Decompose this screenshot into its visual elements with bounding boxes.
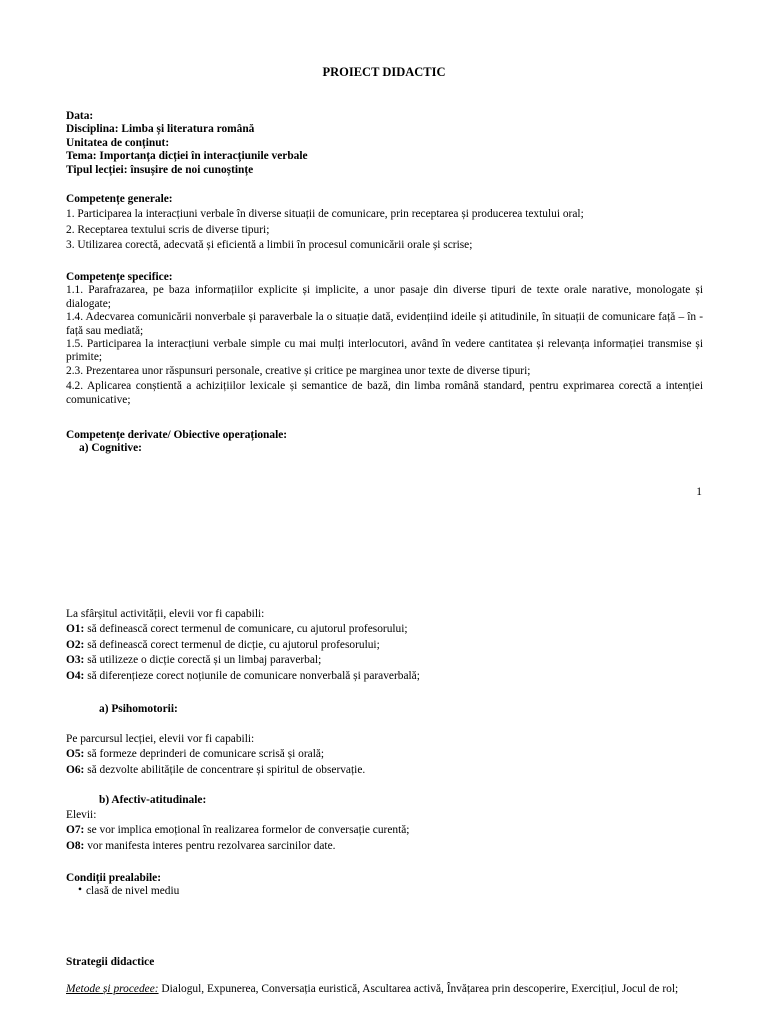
subsection-heading: a) Cognitive: [79,442,142,455]
list-item: 1.1. Parafrazarea, pe baza informațiilor explicite și implicite, a unor pasaje din diverse tipuri de texte orale narative, monologate și dialogate; [66,284,703,310]
intro-text: Elevii: [66,809,97,821]
intro-text: Pe parcursul lecției, elevii vor fi capabili: [66,733,255,745]
objective-item [66,840,703,853]
objective-label: O1: [66,623,85,636]
section-heading: Competențe specifice: [66,271,173,283]
list-item: • clasă de nivel mediu [66,885,703,898]
objective-label: O2: [66,638,85,651]
objective-item [66,824,703,837]
conditii-prealabile [66,872,703,899]
competente-specifice [66,271,703,407]
objective-label: O6: [66,763,85,776]
bullet-list [66,885,703,898]
metode-text: Dialogul, Expunerea, Conversația euristică, Ascultarea activă, Învățarea prin descoperire, Exercițiul, Jocul de rol; [158,983,679,995]
intro-text: La sfârșitul activității, elevii vor fi capabili: [66,608,265,620]
list-item: 3. Utilizarea corectă, adecvată și eficientă a limbii în procesul comunicării orale și scrise; [66,239,473,252]
objective-item [66,764,703,777]
list-item: 1.4. Adecvarea comunicării nonverbale și paraverbale la o situație dată, evidențiind ideile și atitudinile, în situații de comunicare față – în - față sau mediată; [66,311,703,337]
objective-label: O5: [66,748,85,761]
section-heading: Competențe generale: [66,193,173,205]
header-unitatea: Unitatea de conținut: [66,136,170,149]
competente-generale [66,193,703,253]
list-item: 2.3. Prezentarea unor răspunsuri personale, creative și critice pe marginea unor texte de diverse tipuri; [66,364,531,377]
list-item: 4.2. Aplicarea conștientă a achizițiilor lexicale și semantice de bază, din limba română standard, pentru exprimarea corectă a intenției comunicative; [66,380,703,406]
afectiv-objectives [66,809,703,853]
page-number: 1 [696,486,702,498]
objective-label: O8: [66,839,85,852]
objective-label: O3: [66,654,85,667]
metode-label: Metode și procedee: [66,983,159,995]
psihomotorii-heading: a) Psihomotorii: [99,703,178,715]
afectiv-heading: b) Afectiv-atitudinale: [99,794,207,806]
objective-text: se vor implica emoțional în realizarea formelor de conversație curentă; [84,824,410,837]
section-heading: Competențe derivate/ Obiective operaționale: [66,429,288,441]
objective-label: O7: [66,824,85,837]
objective-item [66,670,703,683]
objective-item [66,654,703,667]
list-item: 1. Participarea la interacțiuni verbale în diverse situații de comunicare, prin receptarea și producerea textului oral; [66,208,584,221]
header-tipul: Tipul lecției: însușire de noi cunoștințe [66,163,254,176]
header-block [66,110,703,177]
list-item: 2. Receptarea textului scris de diverse tipuri; [66,223,270,236]
objective-text: să diferențieze corect noțiunile de comunicare nonverbală și paraverbală; [84,669,420,682]
objective-label: O4: [66,669,85,682]
objective-item [66,748,703,761]
competente-derivate [66,429,703,456]
document-title: PROIECT DIDACTIC [322,65,446,79]
psihomotorii-objectives [66,733,703,777]
strategii-heading: Strategii didactice [66,956,155,968]
objective-text: să dezvolte abilitățile de concentrare și spiritul de observație. [84,763,366,776]
objective-text: să utilizeze o dicție corectă și un limbaj paraverbal; [84,654,322,667]
objective-text: să definească corect termenul de comunicare, cu ajutorul profesorului; [84,623,408,636]
metode-paragraph [66,983,703,996]
list-item: 1.5. Participarea la interacțiuni verbale simple cu mai mulți interlocutori, având în vedere cantitatea și relevanța informației transmise și primite; [66,338,703,364]
header-data: Data: [66,110,94,122]
objective-item [66,623,703,636]
header-disciplina: Disciplina: Limba și literatura română [66,123,255,136]
header-tema: Tema: Importanța dicției în interacțiunile verbale [66,150,308,163]
cognitive-objectives [66,608,703,683]
objective-text: să formeze deprinderi de comunicare scrisă și orală; [84,748,325,761]
section-heading: Condiții prealabile: [66,872,162,884]
objective-text: să definească corect termenul de dicție, cu ajutorul profesorului; [84,638,380,651]
objective-item [66,639,703,652]
objective-text: vor manifesta interes pentru rezolvarea sarcinilor date. [84,839,336,852]
